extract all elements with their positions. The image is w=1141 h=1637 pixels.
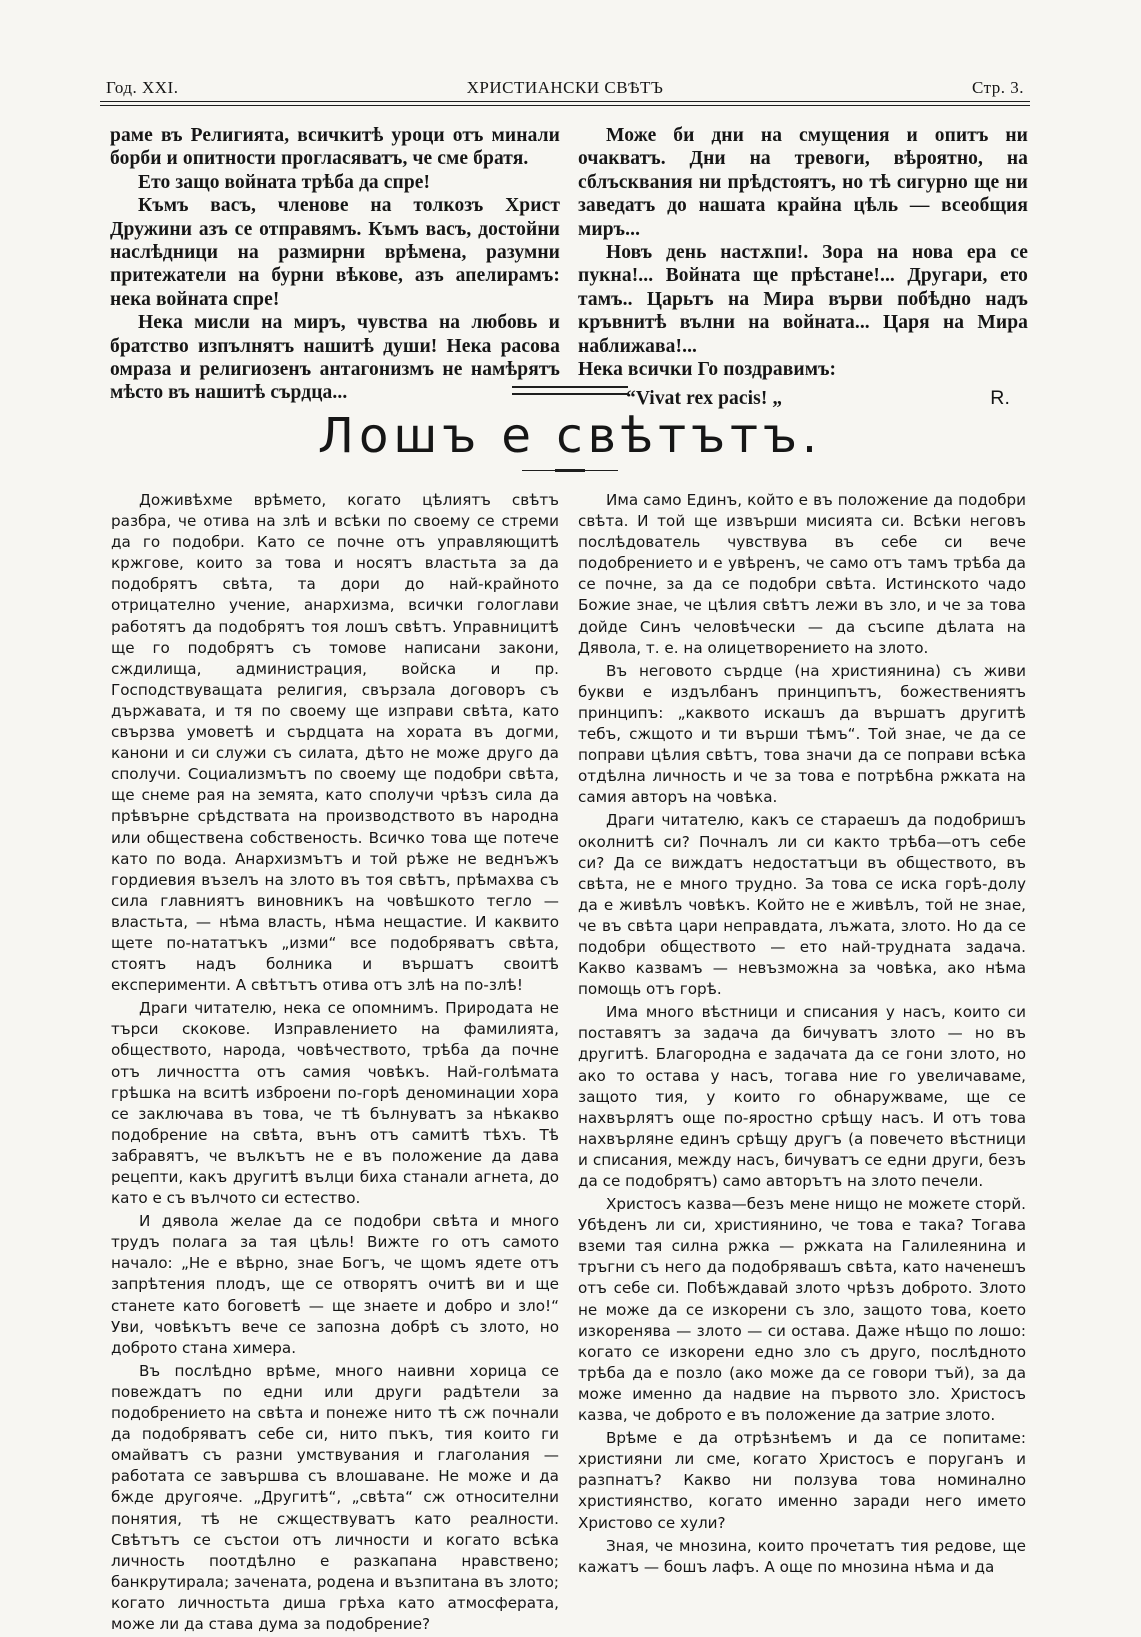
title-ornament	[522, 469, 618, 472]
paragraph: Драги читателю, нека се опомнимъ. Природата не търси скокове. Изправлението на фамилията, обществото, народа, човѣчеството, трѣба да почне отъ личността отъ самия човѣкъ. Най-голѣмата грѣшка на вситѣ изброени по-горѣ деноминации хора се заключава въ това, че тѣ бълнуватъ за нѣкакво подобрение на свѣта, вънъ отъ самитѣ тѣхъ. Тѣ забравятъ, че вълкътъ не е въ положение да дава рецепти, какъ другитѣ вълци биха станали агнета, до като е съ вълчото си естество.	[111, 999, 559, 1208]
paragraph: Христосъ казва—безъ мене нищо не можете сторй. Убѣденъ ли си, християнино, че това е така? Тогава вземи тая силна ржка — ржката на Галилеянина и тръгни съ него да подобрявашъ свѣта, като наченешъ отъ себе си. Побѣждавай злото чрѣзъ доброто. Злото не може да се изкорени съ зло, защото това, което изкоренява — злото — си остава. Даже нѣщо по лошо: когато се изкорени едно зло съ друго, послѣдното трѣба да е позло (ако може да се говори тъй), за да може именно да надвие на първото зло. Христосъ казва, че доброто е въ положение да затрие злото.	[578, 1195, 1026, 1425]
running-header	[100, 78, 1030, 100]
paragraph: Врѣме е да отрѣзнѣемъ и да се попитаме: християни ли сме, когато Христосъ е поруганъ и разпнатъ? Какво ни ползува това номинално християнство, когато именно заради него името Христово се хули?	[578, 1429, 1026, 1532]
paragraph: Драги читателю, какъ се стараешъ да подобришъ околнитѣ си? Почналъ ли си както трѣба—отъ себе си? Да се виждатъ недостатъци въ обществото, въ свѣта, не е много трудно. За това се иска горѣ-долу да е живѣлъ човѣкъ. Който не е живѣлъ, той не знае, че въ свѣта цари неправдата, лъжата, злото. Но да се подобри обществото — ето най-трудната задача. Какво казвамъ — невъзможна за човѣка, ако нѣма помощь отъ горѣ.	[578, 811, 1026, 999]
top-right-column	[578, 124, 1028, 415]
paragraph: Въ неговото сърдце (на християнина) съ живи букви е издълбанъ принципътъ, божествениятъ принципъ: „каквото искашъ да вършатъ другитѣ тебъ, сжщото и ти върши тѣмъ“. Той знае, че да се поправи цѣлия свѣтъ, това значи да се поправи всѣка отдѣлна личность и че за това е потрѣбна ржката на самия авторъ на човѣка.	[578, 661, 1026, 807]
article-title: Лошъ е свѣтътъ.	[317, 408, 823, 464]
paragraph: Нека мисли на миръ, чувства на любовь и братство изпълнятъ нашитѣ души! Нека расова омраза и религиозенъ антагонизмъ не намѣрятъ мѣсто въ нашитѣ сърдца...	[110, 312, 560, 404]
header-rule	[100, 101, 1030, 106]
paragraph: Има само Единъ, който е въ положение да подобри свѣта. И той ще извърши мисията си. Всѣки неговъ послѣдователь чувствува въ себе си вече подобрението и е увѣренъ, че само отъ тамъ трѣба да се почне, за да се подобри свѣта. Истинското чадо Божие знае, че цѣлия свѣтъ лежи въ зло, и че за това дойде Синъ человѣчески — да съсипе дѣлата на Дявола, т. е. на олицетворението на злото.	[578, 491, 1026, 657]
paragraph: Може би дни на смущения и опитъ ни очакватъ. Дни на тревоги, вѣроятно, на сблъсквания ни прѣдстоятъ, но тѣ сигурно ще ни заведатъ до нашата крайна цѣль — всеобщия миръ...	[578, 125, 1028, 240]
author-signature: R.	[990, 387, 1010, 410]
paragraph: Къмъ васъ, членове на толкозъ Христ Дружини азъ се отправямъ. Къмъ васъ, достойни наслѣдници на размирни врѣмена, разумни притежатели на бурни вѣкове, азъ апелирамъ: нека войната спре!	[110, 195, 560, 310]
closing-quote: “Vivat rex pacis! „	[626, 388, 783, 410]
paragraph: Зная, че мнозина, които прочетатъ тия редове, ще кажатъ — бошъ лафъ. А още по мнозина нѣма и да	[578, 1536, 1026, 1576]
article-right-column	[578, 490, 1026, 1580]
paragraph: Доживѣхме врѣмето, когато цѣлиятъ свѣтъ разбра, че отива на злѣ и всѣки по своему се стреми да го подобри. Като се почне отъ управляющитѣ кржгове, които за това и носятъ властьта за да подобрятъ свѣта, та дори до най-крайното отрицателно учение, анархизма, всички гологлави работятъ да подобрятъ тоя лошъ свѣтъ. Управницитѣ ще го подобрятъ съ томове написани закони, сждилища, администрация, войска и пр. Господствуващата религия, свързала договоръ съ държавата, и тя по своему ще изправи свѣта, като свързва умоветѣ и сърдцата на хората въ догми, канони и си служи съ силата, дѣто не може друго да сполучи. Социализмътъ по своему ще подобри свѣта, ще снеме рая на земята, като сполучи чрѣзъ сила да прѣвърне срѣдствата на производството въ народна или обществена собственость. Всичко това ще потече като по вода. Анархизмътъ и той рѣже не веднъжъ гордиевия възелъ на злото въ тоя свѣтъ, прѣмахва съ сила главниятъ виновникъ на човѣшкото тегло — властьта, — нѣма власть, нѣма нещастие. И каквито щете по-нататъкъ „изми“ все подобряватъ свѣта, стоятъ надъ болника и вършатъ своитѣ експерименти. А свѣтътъ отива отъ злѣ на по-злѣ!	[111, 491, 559, 995]
top-left-column	[110, 124, 560, 405]
paragraph: Въ послѣдно врѣме, много наивни хорица се повеждатъ по едни или други радѣтели за подобрението на свѣта и понеже нито тѣ сж почнали да подобряватъ себе си, нито пъкъ, тия които ги омайватъ съ разни умствувания и глаголания — работата се завършва съ влошаване. Не може и да бжде другояче. „Другитѣ“, „свѣта“ сж относителни понятия, тѣ не сжществуватъ като реалности. Свѣтътъ се състои отъ личности и когато всѣка личность поотдѣлно е разкапана нравствено; банкрутирала; зачената, родена и възпитана въ злото; когато личностьта диша грѣха като атмосферата, може ли да става дума за подобрение?	[111, 1361, 559, 1633]
section-divider	[512, 386, 628, 388]
publication-title: ХРИСТИАНСКИ СВѢТЪ	[466, 78, 664, 97]
paragraph: Ето защо войната трѣба да спре!	[138, 171, 431, 193]
volume-number: Год. XXI.	[106, 78, 179, 97]
paragraph: Нека всички Го поздравимъ:	[578, 359, 837, 381]
article-left-column	[111, 490, 559, 1637]
paragraph: И дявола желае да се подобри свѣта и много трудъ полага за тая цѣль! Вижте го отъ самото начало: „Не е вѣрно, знае Богъ, че щомъ ядете отъ запрѣтения плодъ, ще се отворятъ очитѣ ви и ще станете като боговетѣ — ще знаете и добро и зло!“ Уви, човѣкътъ вече се запозна добрѣ съ злото, но доброто стана химера.	[111, 1212, 559, 1357]
paragraph: раме въ Религията, всичкитѣ уроци отъ минали борби и опитности прогласяватъ, че сме братя.	[110, 125, 560, 170]
paragraph: Новъ день настѫпи!. Зора на нова ера се пукна!... Войната ще прѣстане!... Другари, ето тамъ.. Царьтъ на Мира върви побѣдно надъ кръвнитѣ вълни на войната... Царя на Мира наближава!...	[578, 242, 1028, 357]
paragraph: Има много вѣстници и списания у насъ, които си поставятъ за задача да бичуватъ злото — но въ другитѣ. Благородна е задачата да се гони злото, но ако то остава у насъ, тогава ние го увеличаваме, защото тия, у които го обнаружваме, ще се нахвърлятъ още по-яростно срѣщу насъ. И отъ това нахвърляне единъ срѣщу другъ (а повечето вѣстници и списания, между насъ, бичуватъ се едни други, безъ да се подобрятъ) само авторътъ на злото печели.	[578, 1003, 1026, 1190]
page-number: Стр. 3.	[971, 78, 1024, 97]
section-divider	[512, 393, 628, 395]
